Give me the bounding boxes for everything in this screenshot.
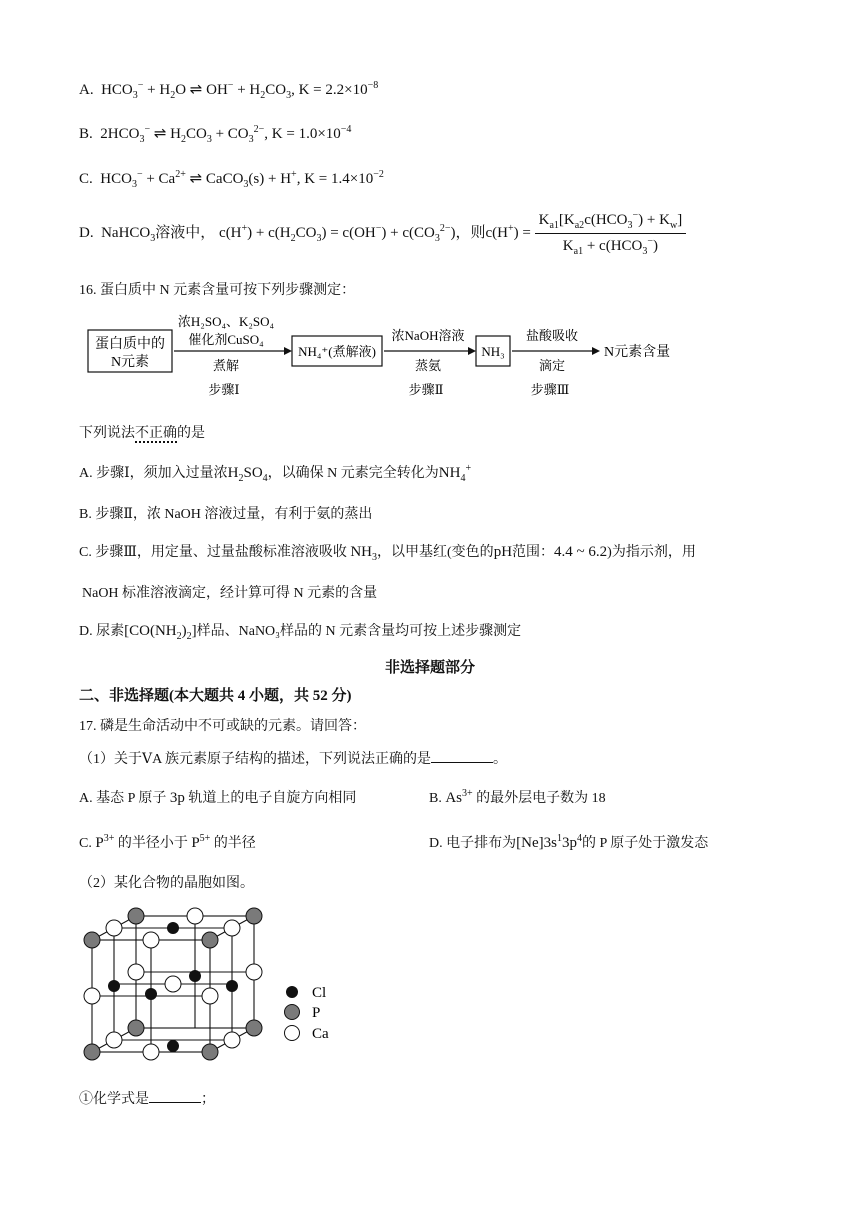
option-text: 范围：: [512, 545, 555, 560]
flow-arrow1-head: [284, 347, 292, 355]
q16-option-d: D. 尿素$[CO(NH_2)_2]$样品、NaNO₃样品的 N 元素含量均可按上述步骤测定: [79, 623, 522, 642]
option-text: D. 电子排布为: [429, 836, 517, 851]
part-title: 非选择题部分: [384, 660, 475, 676]
flow-arrow1-top2: 催化剂CuSO₄: [188, 332, 264, 347]
q16-option-b: B. 步骤Ⅱ，浓 NaOH 溶液过量，有利于氨的蒸出: [79, 507, 373, 522]
q15-option-c: C. $HCO_3^- + Ca^{2+}$ ⇌ CaCO$_3$(s) + H+, $K = 1.4\times 10^{-2}$: [79, 169, 384, 190]
legend-ca-marker: [285, 1026, 300, 1041]
q15-option-d: D. NaHCO$_3$溶液中， $c(H^+) + c(H_2CO_3) = c(OH^-) + c(CO_3^{2-})$，则c(H+) = $\frac{K_{a1}[K_{a2}c(HCO_3^-) + K_w]}{K_{a1} + c(HCO_3^-)}$: [79, 210, 686, 257]
fraction: $\frac{K_{a1}[K_{a2}c(HCO_3^-) + K_w]}{K_{a1} + c(HCO_3^-)}$: [535, 210, 687, 257]
q16-option-a: A. 步骤Ⅰ，须加入过量浓$H_2SO_4$，以确保 N 元素完全转化为$NH_4^+$: [79, 463, 472, 484]
q17-stem: 17. 磷是生命活动中不可或缺的元素。请回答：: [79, 719, 366, 734]
q16-question: [79, 422, 205, 442]
option-text: 的 P 原子处于激发态: [581, 836, 709, 851]
option-label: B.: [79, 126, 93, 142]
option-text: 样品、NaNO₃样品的 N 元素含量均可按上述步骤测定: [196, 624, 522, 639]
option-text: ，以确保 N 元素完全转化为: [267, 466, 439, 481]
question-text: 。: [492, 752, 507, 767]
question-text: ；: [201, 1092, 215, 1107]
option-text: A. 步骤Ⅰ，须加入过量浓: [79, 466, 228, 481]
flow-box-protein-line1: 蛋白质中的: [95, 337, 165, 352]
flow-arrow2-bottom: 蒸氨: [414, 358, 442, 373]
crystal-cell-figure: [78, 902, 378, 1072]
q16-stem: 16. 蛋白质中 N 元素含量可按下列步骤测定：: [79, 283, 356, 298]
option-text: 的最外层电子数为 18: [476, 791, 606, 806]
option-text: )为指示剂，用: [607, 545, 696, 560]
option-text: 轨道上的电子自旋方向相同: [188, 791, 357, 806]
option-label: D.: [79, 224, 94, 241]
legend: [285, 985, 330, 1042]
option-label: C.: [79, 836, 92, 851]
flow-step2: 步骤Ⅱ: [408, 382, 444, 397]
flow-step3: 步骤Ⅲ: [530, 382, 570, 397]
flow-arrow3-head: [592, 347, 600, 355]
question-text: ①化学式是: [79, 1092, 149, 1107]
question-text: 的是: [177, 426, 205, 441]
q17-sub2-q1: [79, 1088, 215, 1108]
legend-p-marker: [285, 1005, 300, 1020]
answer-blank[interactable]: [431, 750, 493, 763]
flow-arrow2-top: 浓NaOH溶液: [391, 328, 465, 343]
flow-arrow1-top1: 浓H₂SO₄、K₂SO₄: [177, 314, 275, 329]
orbital-text: 3p: [169, 790, 185, 806]
option-text: A. 基态 P 原子: [79, 791, 167, 806]
flow-arrow1-bottom: 煮解: [212, 358, 240, 373]
ph-text: pH: [493, 544, 513, 560]
q16-option-c: C. 步骤Ⅲ，用定量、过量盐酸标准溶液吸收 $NH_3$，以甲基红(变色的pH范围：4.4 ~ 6.2)为指示剂，用: [79, 544, 696, 563]
question-text: 下列说法: [79, 426, 135, 441]
legend-ca-label: Ca: [312, 1026, 329, 1042]
q16-flowchart: [84, 312, 724, 402]
emphasis-text: 不正确: [135, 426, 177, 441]
option-label: B.: [429, 791, 442, 806]
flow-box-protein-line2: N元素: [110, 355, 150, 370]
q17-sub2: （2）某化合物的晶胞如图。: [79, 876, 254, 891]
flow-step1: 步骤Ⅰ: [208, 382, 240, 397]
q16-option-c-line2: NaOH 标准溶液滴定，经计算可得 N 元素的含量: [82, 586, 378, 601]
q15-option-b: B. $2HCO_3^-$ ⇌ $H_2CO_3 + CO_3^{2-}$, $K = 1.0\times 10^{-4}$: [79, 124, 352, 145]
flow-arrow3-top: 盐酸吸收: [525, 328, 579, 343]
ph-range: 4.4 ~ 6.2: [554, 544, 608, 560]
q17-option-b: B. $As^{3+}$ 的最外层电子数为 18: [429, 788, 606, 806]
legend-p-label: P: [312, 1005, 321, 1021]
flow-arrow3-bottom: 滴定: [538, 358, 566, 373]
option-text: ，则: [455, 224, 486, 241]
flow-arrow2-head: [468, 347, 476, 355]
option-text: 的半径: [213, 836, 256, 851]
q17-option-d: D. 电子排布为$[Ne]3s^13p^4$的 P 原子处于激发态: [429, 833, 709, 851]
flow-result: N元素含量: [604, 345, 671, 360]
option-text: 溶液中，: [155, 224, 216, 241]
flow-box-nh3-text: NH₃: [481, 344, 505, 359]
q15-option-a: A. $HCO_3^- + H_2O$ ⇌ $OH^- + H_2CO_3$, $K = 2.2\times 10^{-8}$: [79, 80, 379, 101]
option-text: 的半径小于: [117, 836, 188, 851]
option-text: NaHCO: [101, 224, 151, 241]
option-text: D. 尿素: [79, 624, 125, 639]
option-text: ，以甲基红(变色的: [377, 545, 494, 560]
q17-option-a: [79, 787, 356, 807]
option-text: C. 步骤Ⅲ，用定量、过量盐酸标准溶液吸收: [79, 545, 347, 560]
option-label: A.: [79, 82, 94, 98]
q17-sub1: [79, 748, 507, 768]
option-label: C.: [79, 171, 93, 187]
flow-box-nh4-text: NH₄⁺(煮解液): [298, 344, 376, 359]
question-text: （1）关于ⅤA 族元素原子结构的描述，下列说法正确的是: [79, 752, 431, 767]
legend-cl-marker: [286, 986, 298, 998]
answer-blank[interactable]: [149, 1090, 201, 1103]
section-heading: 二、非选择题(本大题共 4 小题，共 52 分): [79, 688, 352, 704]
q17-option-c: C. $P^{3+}$ 的半径小于 $P^{5+}$ 的半径: [79, 833, 256, 851]
legend-cl-label: Cl: [312, 985, 327, 1001]
